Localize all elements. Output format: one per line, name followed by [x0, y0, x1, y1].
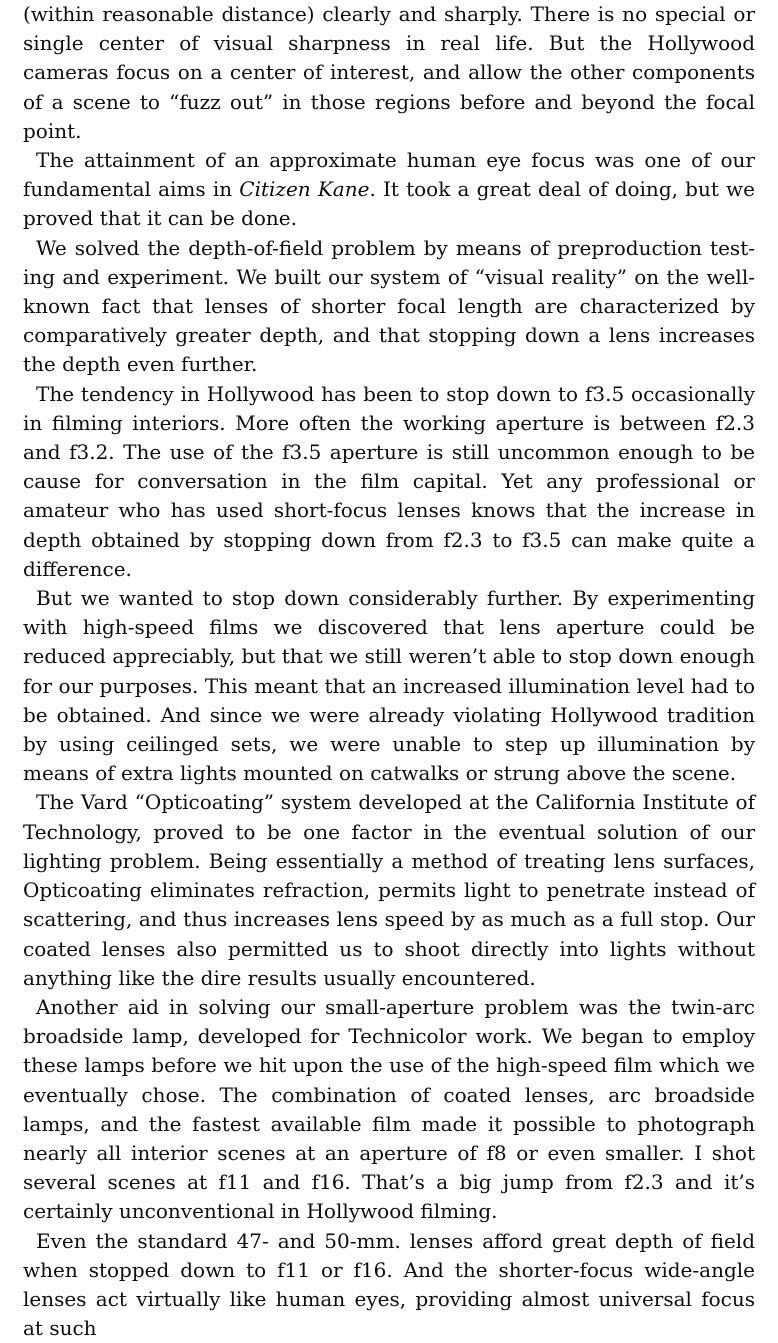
text-line: gle center of visual sharpness in real life. But the Hollywood cameras focus [23, 31, 755, 85]
paragraph [23, 788, 755, 992]
text-line: eventually chose. The combination of coated lenses, arc broadside lamps, [23, 1082, 755, 1136]
text-line: obtained. And since we were already violating Hollywood tradition by [23, 702, 755, 757]
text-line: f3.2. The use of the f3.5 aperture is still uncommon enough to be cause [23, 440, 756, 494]
text-line: using ceilinged sets, we were unable to step up illumination by means of [23, 732, 755, 786]
text-line: these lamps before we hit upon the use of the high-speed film which we [23, 1053, 755, 1078]
text-line: extra lights mounted on catwalks or strung above the scene. [121, 761, 737, 786]
text-line: with high-speed films we discovered that lens aperture could be reduced [23, 615, 755, 669]
paragraph [23, 146, 755, 234]
text-line: The Vard “Opticoating” system developed at the California Institute of [36, 790, 755, 815]
text-line: Another aid in solving our small-aperture problem was the twin-arc [36, 994, 755, 1019]
paragraph [23, 0, 755, 146]
text-line: and the fastest available film made it possible to photograph nearly all [23, 1111, 756, 1165]
text-line: known fact that lenses of shorter focal length are characterized by [23, 294, 755, 319]
paragraph [23, 1227, 755, 1343]
text-line: has used short-focus lenses knows that the increase in depth obtained by [23, 498, 756, 552]
text-line: Technology, proved to be one factor in the eventual solution of our light [23, 819, 755, 873]
text-line: stopping down from f2.3 to f3.5 can make quite a difference. [23, 527, 755, 581]
text-line: scattering, and thus increases lens speed by as much as a full stop. Our [23, 907, 755, 932]
text-line: f11 and f16. That’s a big jump from f2.3 and it’s certainly unconventional [23, 1170, 755, 1224]
text-line: in filming interiors. More often the working aperture is between f2.3 and [23, 410, 755, 465]
text-line: broadside lamp, developed for Technicolor work. We began to employ [23, 1024, 755, 1049]
text-line: purposes. This meant that an increased illumination level had to be [23, 673, 756, 727]
text-line: depth even further. [62, 352, 258, 377]
text-line: in Hollywood filming. [280, 1199, 498, 1224]
text-line: ing and experiment. We built our system of “visual reality” on the well [23, 264, 755, 289]
text-line: Opticoating eliminates refraction, permits light to penetrate instead of [23, 878, 755, 903]
text-line: We solved the depth-of-field problem by means of preproduction test [36, 235, 755, 260]
text-line: out” in those regions before and beyond the focal point. [23, 89, 755, 143]
paragraph [23, 380, 755, 584]
text-line: ing problem. Being essentially a method of treating lens surfaces, [69, 848, 755, 873]
text-line: when stopped down to f11 or f16. And the shorter-focus wide-angle lenses [23, 1257, 755, 1311]
text-line: Even the standard 47- and 50-mm. lenses afford great depth of field [36, 1228, 755, 1253]
text-line: damental aims in Citizen Kane. It took a great deal of doing, but we [56, 177, 756, 202]
text-line: for conversation in the film capital. Yet any professional or amateur who [23, 469, 755, 523]
text-line: The tendency in Hollywood has been to stop down to f3.5 occasionally [36, 381, 755, 406]
text-line: appreciably, but that we still weren’t able to stop down enough for our [23, 644, 755, 698]
text-line: (within reasonable distance) clearly and sharply. There is no special or sin [23, 2, 755, 56]
paragraph [23, 234, 755, 380]
text-line: comparatively greater depth, and that stopping down a lens increases the [23, 323, 755, 377]
text-line: thing like the dire results usually encountered. [59, 965, 536, 990]
text-line: interior scenes at an aperture of f8 or even smaller. I shot several scenes at [23, 1140, 755, 1195]
paragraph [23, 584, 755, 788]
text-line: act virtually like human eyes, providing almost universal focus at such [23, 1286, 756, 1341]
text-line: The attainment of an approximate human eye focus was one of our fun [23, 148, 755, 202]
paragraph [23, 993, 755, 1227]
text-line: But we wanted to stop down considerably further. By experimenting [36, 586, 755, 611]
text-line: on a center of interest, and allow the other components of a scene to “fuzz [23, 60, 756, 114]
text-line: coated lenses also permitted us to shoot directly into lights without any [23, 936, 755, 990]
text-line: proved that it can be done. [23, 206, 298, 231]
